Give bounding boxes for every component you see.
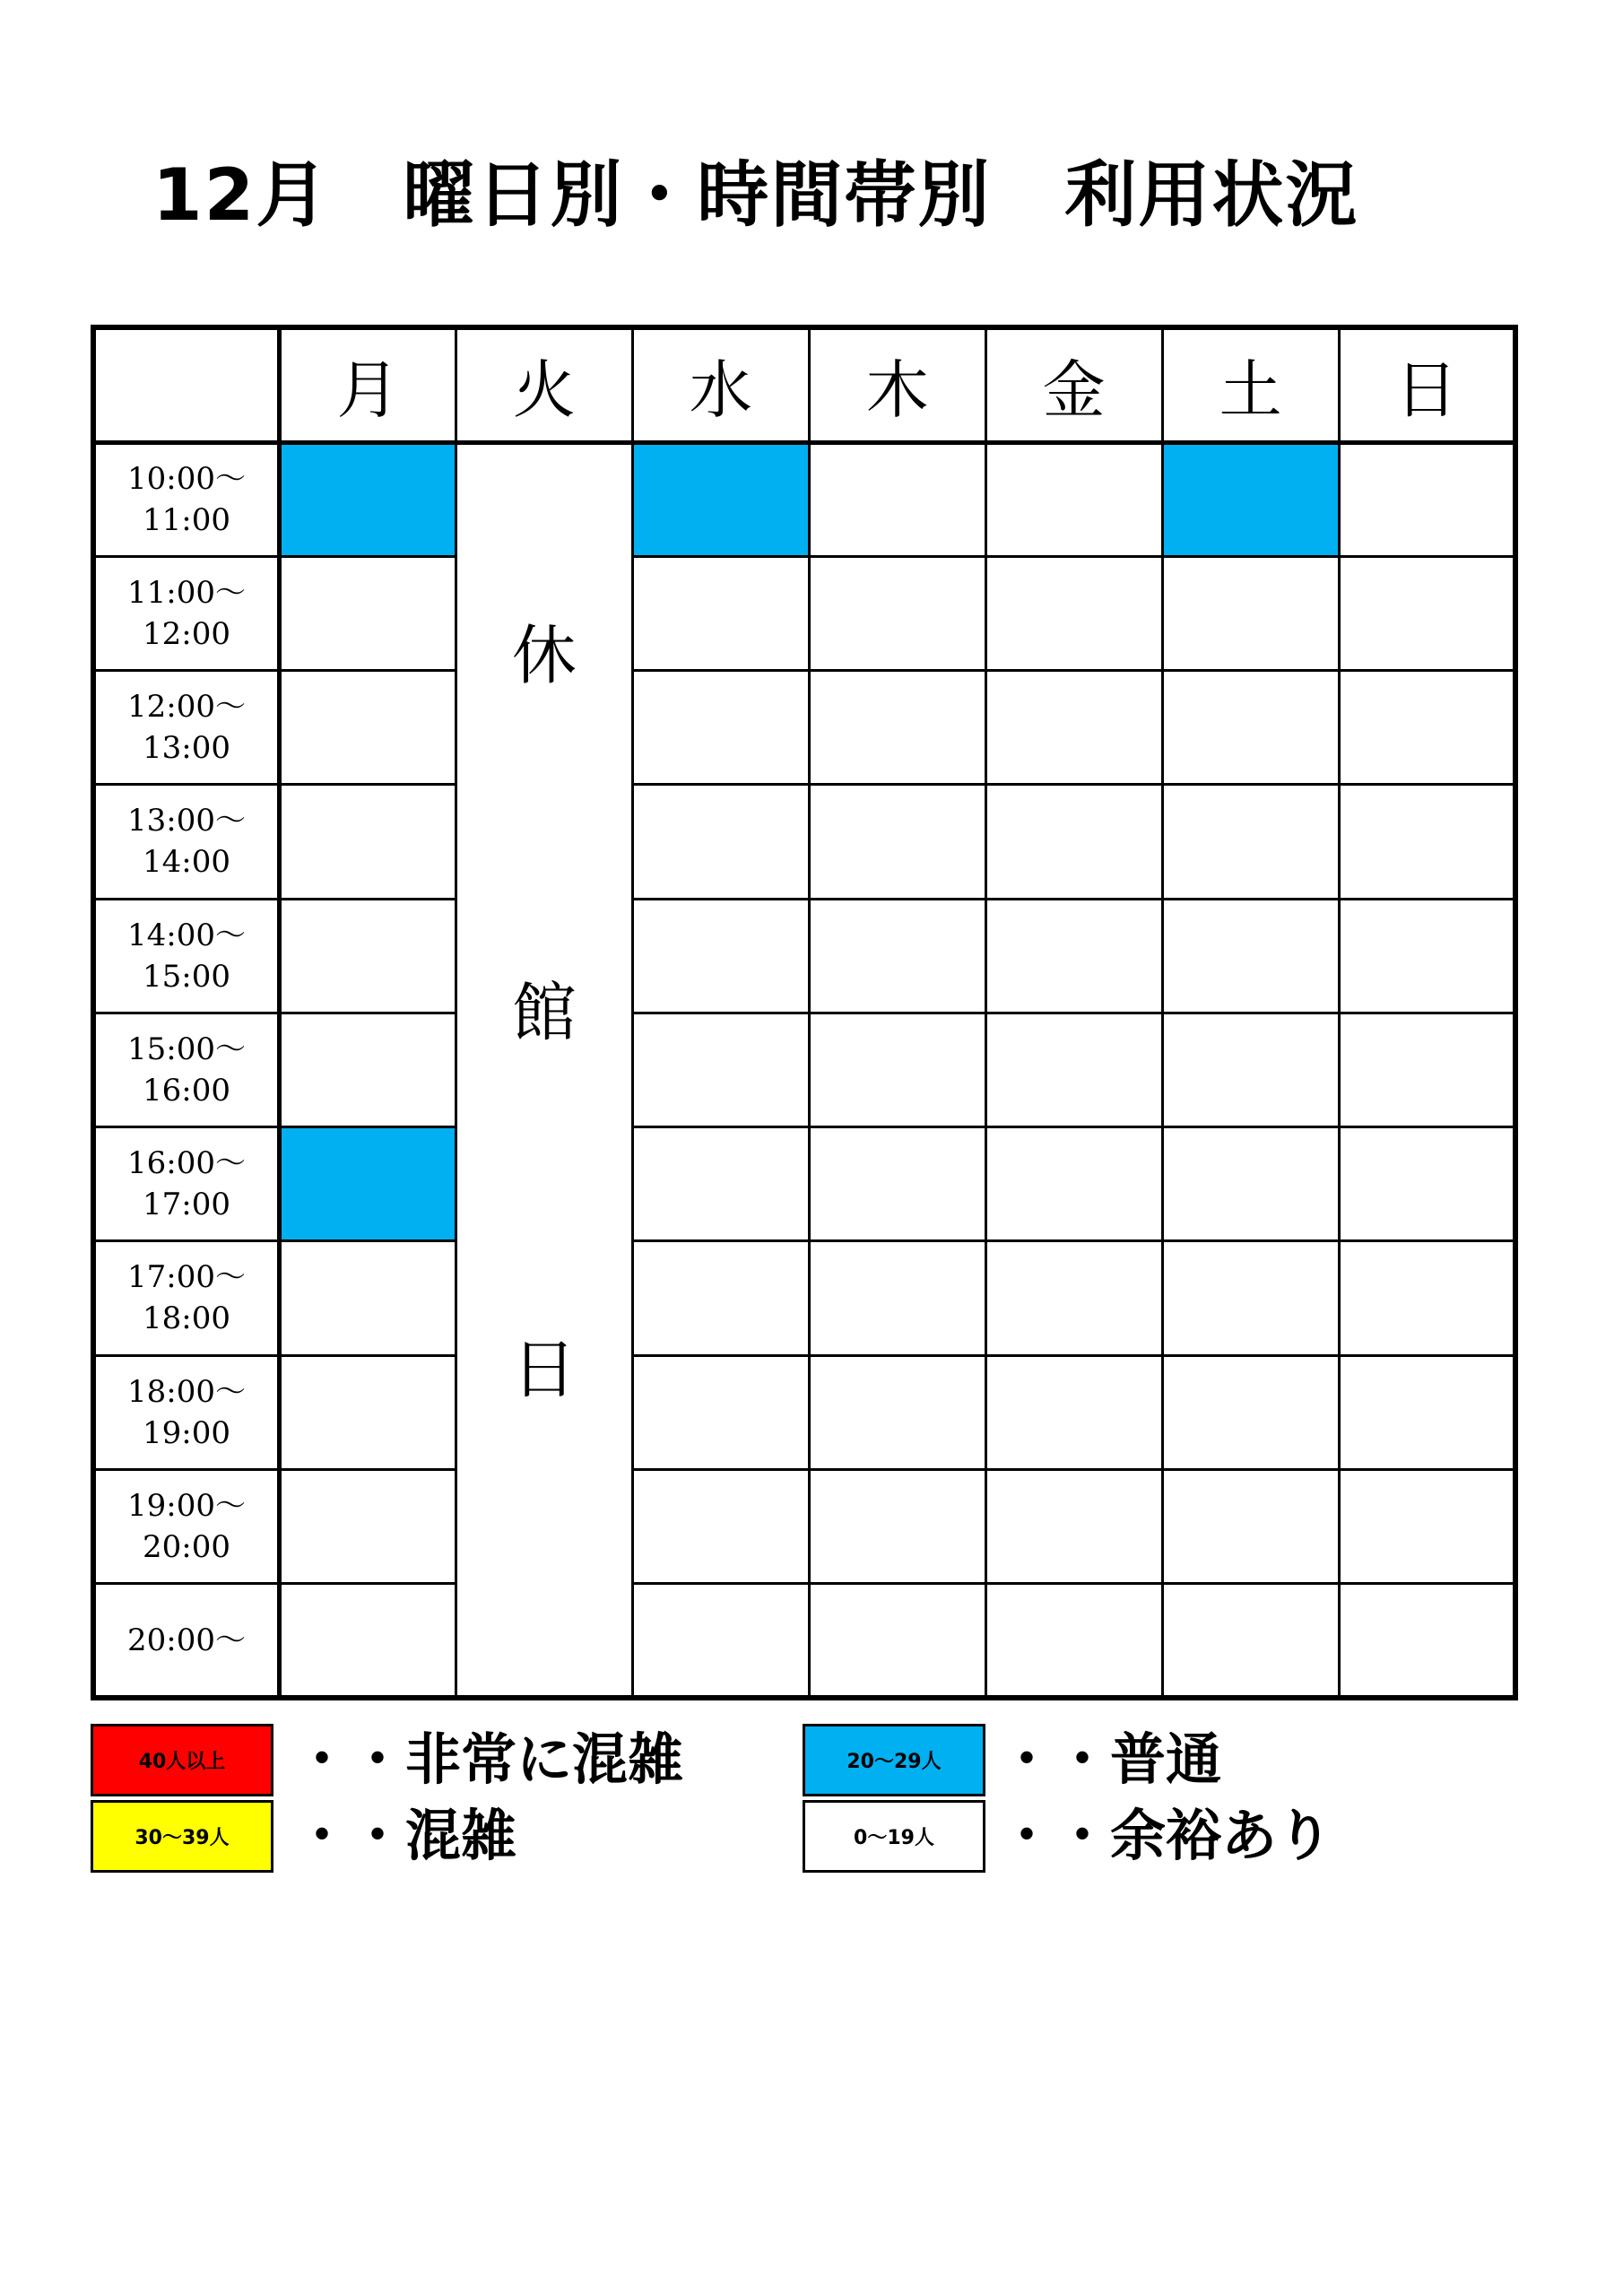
usage-cell-available: [985, 899, 1162, 1013]
usage-cell-available: [280, 1469, 456, 1583]
legend-range: 40人以上: [138, 1751, 226, 1773]
usage-cell-available: [280, 1013, 456, 1126]
usage-cell-available: [1162, 1584, 1339, 1698]
closed-day-char: 館: [511, 974, 577, 1050]
day-header: 月: [280, 327, 456, 442]
usage-cell-available: [809, 1355, 985, 1469]
time-slot-label: 17:00〜 18:00: [93, 1241, 280, 1355]
day-header: 火: [456, 327, 632, 442]
day-header: 日: [1339, 327, 1515, 442]
usage-table: [91, 325, 1518, 1700]
usage-cell-available: [280, 785, 456, 899]
usage-cell-available: [1162, 785, 1339, 899]
usage-cell-available: [809, 1127, 985, 1241]
usage-cell-available: [809, 899, 985, 1013]
corner-cell: [93, 327, 280, 442]
usage-cell-available: [1162, 1013, 1339, 1126]
time-row: [93, 671, 1515, 785]
usage-cell-available: [985, 1355, 1162, 1469]
usage-cell-available: [1339, 1469, 1515, 1583]
time-slot-label: 11:00〜 12:00: [93, 556, 280, 670]
usage-cell-available: [985, 442, 1162, 556]
closed-day-char: 日: [511, 1331, 577, 1407]
usage-cell-available: [985, 1241, 1162, 1355]
usage-cell-available: [632, 1013, 809, 1126]
day-header: 金: [985, 327, 1162, 442]
usage-cell-normal: [280, 1127, 456, 1241]
usage-cell-available: [632, 1241, 809, 1355]
usage-cell-available: [809, 785, 985, 899]
usage-cell-available: [1162, 671, 1339, 785]
legend-swatch-normal: [803, 1724, 985, 1796]
time-slot-label: 15:00〜 16:00: [93, 1013, 280, 1126]
legend-swatch-crowded: [91, 1800, 273, 1873]
usage-cell-available: [632, 556, 809, 670]
usage-cell-available: [809, 671, 985, 785]
usage-cell-available: [280, 671, 456, 785]
time-row: [93, 899, 1515, 1013]
usage-cell-available: [809, 1584, 985, 1698]
time-slot-label: 14:00〜 15:00: [93, 899, 280, 1013]
usage-cell-available: [1339, 785, 1515, 899]
usage-cell-available: [632, 899, 809, 1013]
time-slot-label: 20:00〜: [93, 1584, 280, 1698]
usage-cell-available: [809, 442, 985, 556]
usage-cell-available: [1339, 1584, 1515, 1698]
usage-cell-available: [632, 1584, 809, 1698]
day-header-row: [93, 327, 1515, 442]
legend-label-crowded: ・・混雑: [294, 1803, 517, 1868]
legend-range: 0〜19人: [854, 1827, 934, 1849]
time-slot-label: 12:00〜 13:00: [93, 671, 280, 785]
day-header: 土: [1162, 327, 1339, 442]
usage-cell-available: [985, 785, 1162, 899]
usage-cell-available: [632, 1469, 809, 1583]
time-row: [93, 442, 1515, 556]
closed-day-text: [457, 604, 631, 1411]
usage-cell-normal: [1162, 442, 1339, 556]
usage-cell-available: [280, 899, 456, 1013]
usage-cell-available: [985, 1127, 1162, 1241]
usage-cell-available: [809, 1469, 985, 1583]
time-slot-label: 16:00〜 17:00: [93, 1127, 280, 1241]
time-row: [93, 1241, 1515, 1355]
usage-cell-normal: [632, 442, 809, 556]
usage-cell-available: [632, 671, 809, 785]
usage-cell-available: [985, 1469, 1162, 1583]
usage-cell-available: [1162, 1241, 1339, 1355]
time-row: [93, 785, 1515, 899]
usage-cell-normal: [280, 442, 456, 556]
time-row: [93, 556, 1515, 670]
usage-cell-available: [985, 1584, 1162, 1698]
time-slot-label: 10:00〜 11:00: [93, 442, 280, 556]
usage-cell-available: [280, 556, 456, 670]
usage-cell-available: [632, 1355, 809, 1469]
usage-cell-available: [632, 1127, 809, 1241]
usage-cell-available: [985, 671, 1162, 785]
usage-cell-available: [1339, 442, 1515, 556]
usage-cell-available: [1162, 899, 1339, 1013]
usage-cell-available: [809, 1241, 985, 1355]
usage-cell-available: [1162, 1355, 1339, 1469]
usage-cell-available: [1339, 671, 1515, 785]
time-slot-label: 18:00〜 19:00: [93, 1355, 280, 1469]
usage-cell-available: [1339, 1013, 1515, 1126]
legend-range: 30〜39人: [135, 1827, 230, 1849]
day-header: 水: [632, 327, 809, 442]
day-header: 木: [809, 327, 985, 442]
usage-cell-available: [632, 785, 809, 899]
legend-swatch-very-crowded: [91, 1724, 273, 1796]
usage-cell-available: [1339, 1127, 1515, 1241]
time-row: [93, 1127, 1515, 1241]
usage-cell-available: [809, 556, 985, 670]
usage-cell-available: [1339, 556, 1515, 670]
usage-cell-available: [809, 1013, 985, 1126]
legend-label-very-crowded: ・・非常に混雑: [294, 1726, 684, 1792]
legend-swatch-available: [803, 1800, 985, 1873]
time-slot-label: 13:00〜 14:00: [93, 785, 280, 899]
usage-cell-available: [1339, 1355, 1515, 1469]
usage-cell-available: [280, 1355, 456, 1469]
time-row: [93, 1469, 1515, 1583]
usage-cell-available: [280, 1584, 456, 1698]
usage-cell-available: [1339, 899, 1515, 1013]
closed-day-char: 休: [511, 617, 577, 693]
usage-cell-available: [985, 1013, 1162, 1126]
usage-cell-available: [1162, 1469, 1339, 1583]
usage-cell-available: [1339, 1241, 1515, 1355]
time-row: [93, 1013, 1515, 1126]
time-slot-label: 19:00〜 20:00: [93, 1469, 280, 1583]
page-title: 12月 曜日別・時間帯別 利用状況: [152, 153, 1359, 237]
usage-cell-available: [1162, 1127, 1339, 1241]
time-row: [93, 1584, 1515, 1698]
usage-cell-available: [985, 556, 1162, 670]
closed-day-cell: [456, 442, 632, 1698]
legend-range: 20〜29人: [846, 1751, 942, 1773]
time-row: [93, 1355, 1515, 1469]
legend-label-available: ・・余裕あり: [999, 1803, 1333, 1868]
legend-label-normal: ・・普通: [999, 1726, 1222, 1792]
usage-cell-available: [280, 1241, 456, 1355]
usage-cell-available: [1162, 556, 1339, 670]
